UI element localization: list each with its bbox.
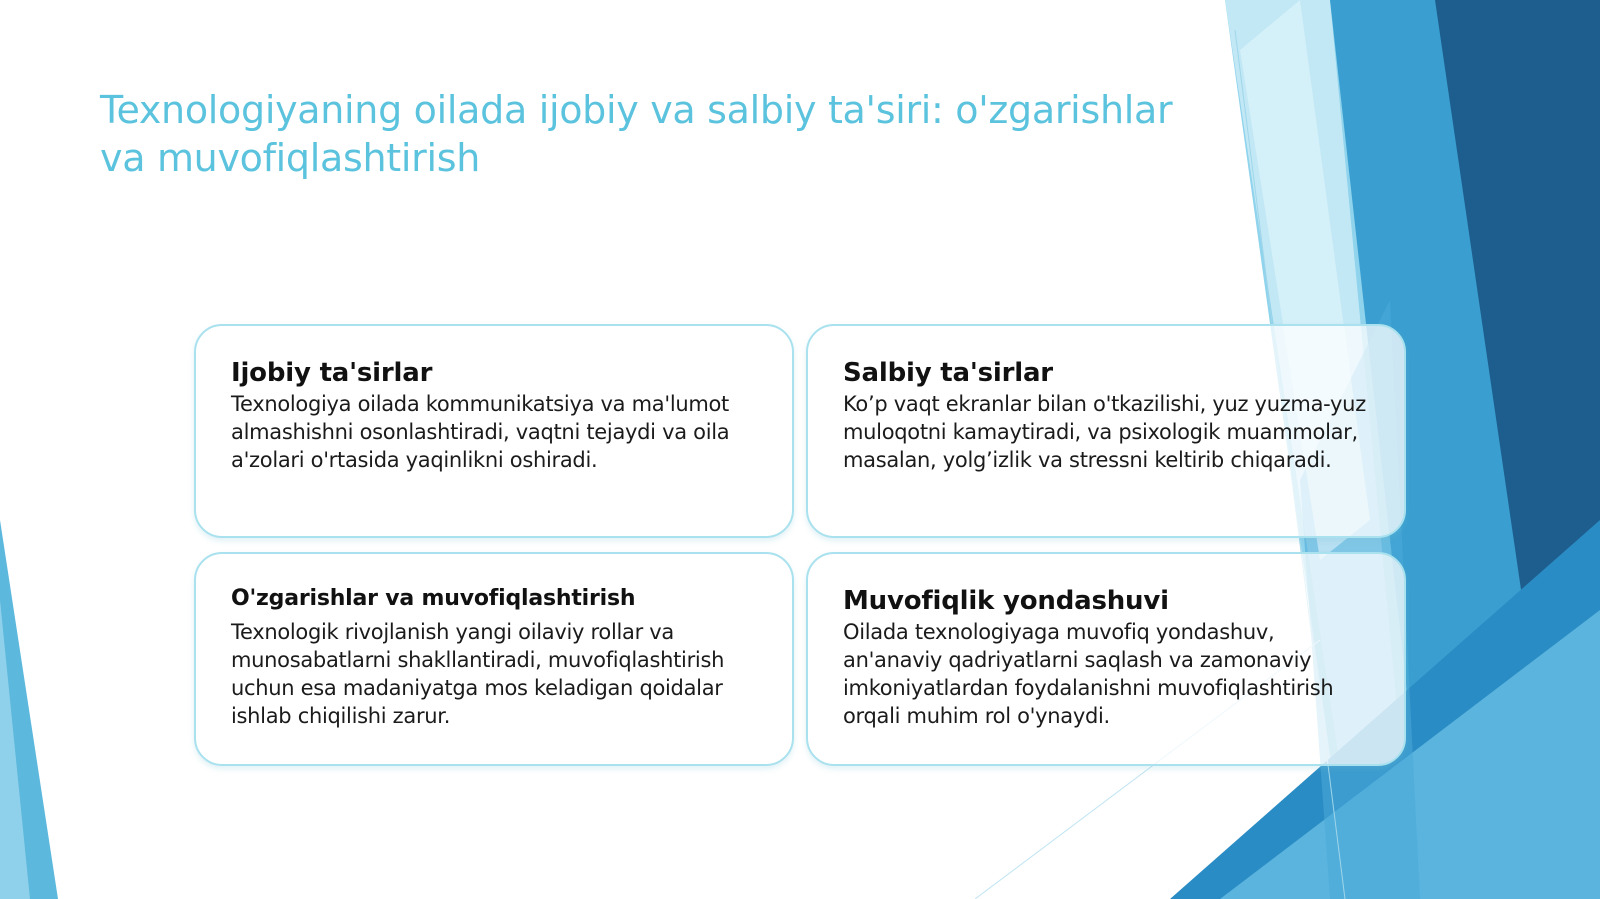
card-positive-effects: [194, 324, 794, 538]
card-changes-coordination: [194, 552, 794, 766]
card-negative-effects: [806, 324, 1406, 538]
slide-title: Texnologiyaning oilada ijobiy va salbiy ta'siri: o'zgarishlar va muvofiqlashtirish: [100, 88, 1173, 180]
card-heading: Ijobiy ta'sirlar: [231, 358, 433, 388]
card-body: Texnologik rivojlanish yangi oilaviy rollar va munosabatlarni shakllantiradi, muvofiqlashtirish uchun esa madaniyatga mos keladigan qoidalar ishlab chiqilishi zarur.: [231, 620, 725, 728]
card-heading: Muvofiqlik yondashuvi: [843, 586, 1169, 616]
card-body: Oilada texnologiyaga muvofiq yondashuv, an'anaviy qadriyatlarni saqlash va zamonaviy imkoniyatlardan foydalanishni muvofiqlashtirish orqali muhim rol o'ynaydi.: [843, 620, 1334, 728]
card-compatibility-approach: [806, 552, 1406, 766]
card-body: Ko’p vaqt ekranlar bilan o'tkazilishi, yuz yuzma-yuz muloqotni kamaytiradi, va psixologik muammolar, masalan, yolg’izlik va stressni keltirib chiqaradi.: [843, 392, 1366, 472]
card-heading: O'zgarishlar va muvofiqlashtirish: [231, 586, 636, 611]
card-heading: Salbiy ta'sirlar: [843, 358, 1053, 388]
card-body: Texnologiya oilada kommunikatsiya va ma'lumot almashishni osonlashtiradi, vaqtni tejaydi va oila a'zolari o'rtasida yaqinlikni oshiradi.: [231, 392, 730, 472]
